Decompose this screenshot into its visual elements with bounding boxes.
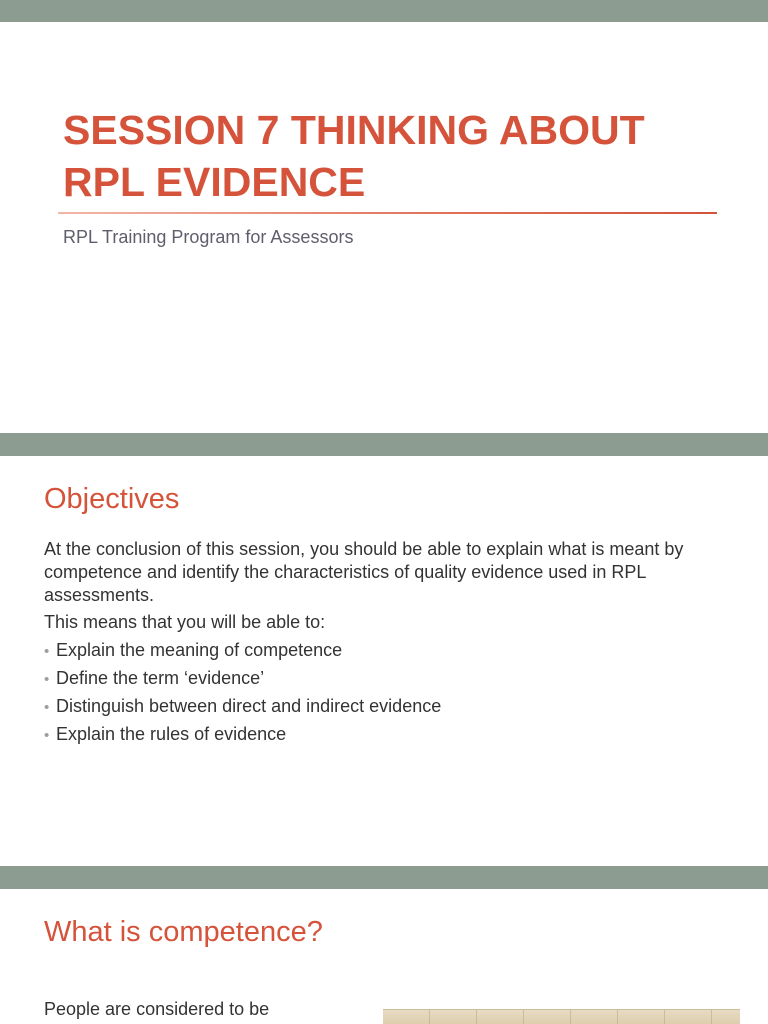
list-item-text: Distinguish between direct and indirect evidence [56, 696, 442, 716]
list-item-text: Explain the meaning of competence [56, 640, 343, 660]
session-title-line-1: SESSION 7 THINKING ABOUT [63, 107, 645, 153]
list-item [44, 637, 734, 665]
slide-divider-band [0, 433, 768, 456]
objectives-heading: Objectives [44, 483, 180, 515]
objectives-lead-in: This means that you will be able to: [44, 612, 326, 632]
title-underline [58, 212, 717, 214]
session-title-line-2: RPL EVIDENCE [63, 159, 366, 205]
session-title [63, 104, 723, 208]
slide-divider-band [0, 866, 768, 889]
photo-texture [383, 1010, 740, 1024]
bullet-icon: • [44, 699, 50, 716]
list-item [44, 665, 734, 693]
session-subtitle: RPL Training Program for Assessors [63, 227, 354, 247]
competence-body: People are considered to be [44, 999, 270, 1019]
objectives-intro: At the conclusion of this session, you should be able to explain what is meant by competence and identify the characteristics of quality evidence used in RPL assessments. [44, 539, 684, 605]
slide-divider-band [0, 0, 768, 22]
competence-heading: What is competence? [44, 916, 323, 948]
competence-photo [383, 1009, 740, 1024]
objectives-list [44, 637, 734, 749]
list-item [44, 721, 734, 749]
bullet-icon: • [44, 727, 50, 744]
list-item [44, 693, 734, 721]
list-item-text: Explain the rules of evidence [56, 724, 287, 744]
list-item-text: Define the term ‘evidence’ [56, 668, 265, 688]
bullet-icon: • [44, 643, 50, 660]
bullet-icon: • [44, 671, 50, 688]
